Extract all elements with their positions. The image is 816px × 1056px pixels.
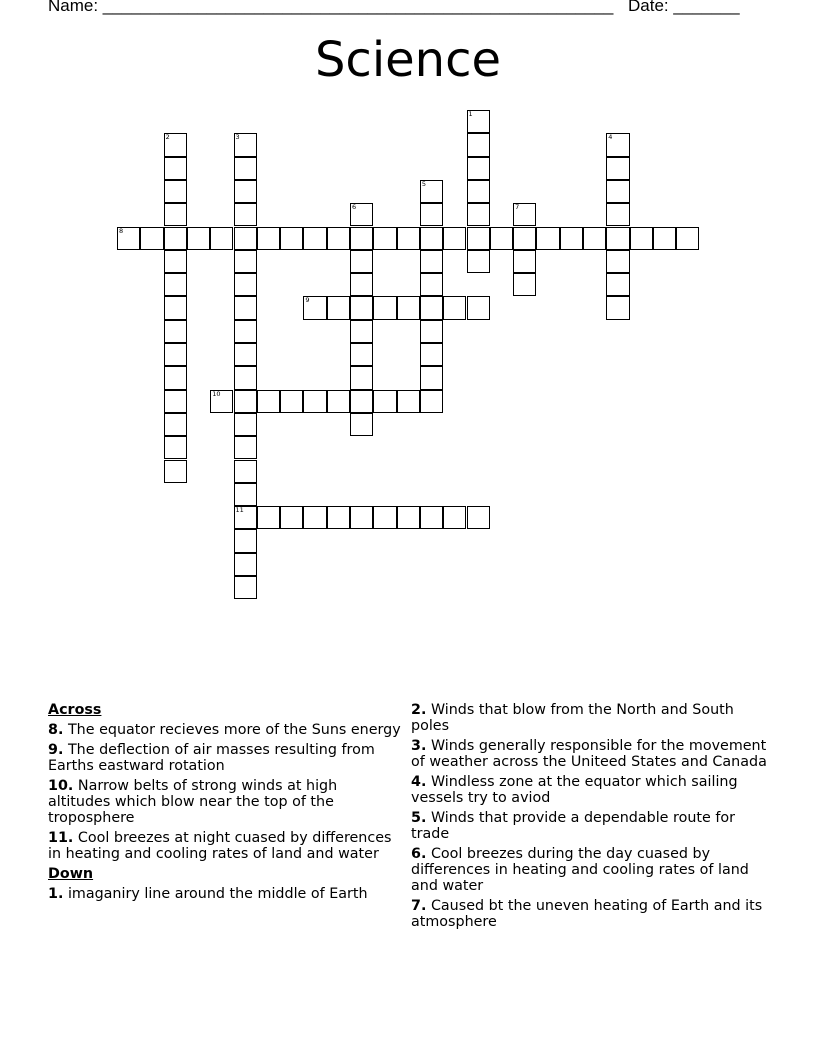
grid-cell[interactable]: [303, 227, 326, 250]
grid-cell[interactable]: [420, 180, 443, 203]
cell-number: 6: [352, 203, 357, 212]
clue-across-10: [48, 778, 404, 826]
grid-cell[interactable]: [210, 390, 233, 413]
grid-cell[interactable]: [373, 390, 396, 413]
grid-cell[interactable]: [653, 227, 676, 250]
grid-cell[interactable]: [443, 296, 466, 319]
grid-cell[interactable]: [397, 390, 420, 413]
clue-text: Winds generally responsible for the movement of weather across the Uniteed States and Canada: [411, 738, 767, 770]
grid-cell[interactable]: [234, 483, 257, 506]
grid-cell[interactable]: [443, 227, 466, 250]
grid-cell[interactable]: [467, 506, 490, 529]
grid-cell[interactable]: [234, 529, 257, 552]
grid-cell[interactable]: [234, 157, 257, 180]
grid-cell[interactable]: [164, 157, 187, 180]
grid-cell[interactable]: [234, 133, 257, 156]
grid-cell[interactable]: [164, 203, 187, 226]
grid-cell[interactable]: [467, 157, 490, 180]
grid-cell[interactable]: [164, 133, 187, 156]
clue-down-3: [411, 738, 771, 770]
clue-text: Winds that provide a dependable route for trade: [411, 810, 735, 842]
clue-down-2: [411, 702, 771, 734]
clue-text: Cool breezes during the day cuased by differences in heating and cooling rates of land and water: [411, 846, 749, 894]
clue-text: The deflection of air masses resulting from Earths eastward rotation: [48, 742, 375, 774]
grid-cell[interactable]: [397, 506, 420, 529]
across-heading: Across: [48, 702, 102, 718]
grid-cell[interactable]: [606, 250, 629, 273]
grid-cell[interactable]: [467, 110, 490, 133]
clue-text: Caused bt the uneven heating of Earth and its atmosphere: [411, 898, 763, 930]
grid-cell[interactable]: [560, 227, 583, 250]
grid-cell[interactable]: [467, 203, 490, 226]
clue-number: 6.: [411, 846, 427, 862]
clue-number: 11.: [48, 830, 74, 846]
grid-cell[interactable]: [350, 413, 373, 436]
grid-cell[interactable]: [234, 506, 257, 529]
grid-cell[interactable]: [187, 227, 210, 250]
grid-cell[interactable]: [513, 203, 536, 226]
grid-cell[interactable]: [467, 296, 490, 319]
grid-cell[interactable]: [234, 273, 257, 296]
grid-cell[interactable]: [210, 227, 233, 250]
clue-text: imaganiry line around the middle of Earth: [67, 886, 368, 902]
clues-right-column: [411, 702, 771, 934]
clue-text: Narrow belts of strong winds at high altitudes which blow near the top of the troposphere: [48, 778, 338, 826]
grid-cell[interactable]: [164, 227, 187, 250]
grid-cell[interactable]: [350, 320, 373, 343]
clue-number: 1.: [48, 886, 64, 902]
page-title: Science: [314, 32, 502, 88]
clue-across-9: [48, 742, 404, 774]
clue-text: The equator recieves more of the Suns energy: [67, 722, 401, 738]
grid-cell[interactable]: [164, 296, 187, 319]
cell-number: 3: [235, 133, 240, 142]
grid-cell[interactable]: [234, 320, 257, 343]
grid-cell[interactable]: [234, 227, 257, 250]
clue-down-5: [411, 810, 771, 842]
grid-cell[interactable]: [164, 343, 187, 366]
grid-cell[interactable]: [420, 366, 443, 389]
grid-cell[interactable]: [397, 296, 420, 319]
grid-cell[interactable]: [234, 343, 257, 366]
grid-cell[interactable]: [467, 133, 490, 156]
grid-cell[interactable]: [606, 157, 629, 180]
grid-cell[interactable]: [373, 296, 396, 319]
grid-cell[interactable]: [257, 390, 280, 413]
clue-text: Cool breezes at night cuased by differences in heating and cooling rates of land and water: [48, 830, 392, 862]
grid-cell[interactable]: [164, 180, 187, 203]
cell-number: 10: [212, 389, 221, 398]
clue-number: 4.: [411, 774, 427, 790]
grid-cell[interactable]: [234, 460, 257, 483]
grid-cell[interactable]: [164, 273, 187, 296]
grid-cell[interactable]: [280, 506, 303, 529]
grid-cell[interactable]: [583, 227, 606, 250]
cell-number: 8: [119, 226, 124, 235]
grid-cell[interactable]: [257, 506, 280, 529]
grid-cell[interactable]: [467, 227, 490, 250]
grid-cell[interactable]: [420, 296, 443, 319]
grid-cell[interactable]: [164, 390, 187, 413]
clue-across-11: [48, 830, 404, 862]
grid-cell[interactable]: [350, 506, 373, 529]
grid-cell[interactable]: [303, 296, 326, 319]
grid-cell[interactable]: [420, 250, 443, 273]
grid-cell[interactable]: [303, 506, 326, 529]
clue-down-7: [411, 898, 771, 930]
grid-cell[interactable]: [350, 273, 373, 296]
cell-number: 4: [608, 133, 613, 142]
grid-cell[interactable]: [234, 553, 257, 576]
grid-cell[interactable]: [280, 227, 303, 250]
grid-cell[interactable]: [443, 506, 466, 529]
grid-cell[interactable]: [164, 320, 187, 343]
grid-cell[interactable]: [420, 227, 443, 250]
grid-cell[interactable]: [280, 390, 303, 413]
grid-cell[interactable]: [606, 203, 629, 226]
grid-cell[interactable]: [373, 227, 396, 250]
grid-cell[interactable]: [373, 506, 396, 529]
grid-cell[interactable]: [350, 390, 373, 413]
grid-cell[interactable]: [420, 320, 443, 343]
grid-cell[interactable]: [303, 390, 326, 413]
grid-cell[interactable]: [117, 227, 140, 250]
clue-number: 2.: [411, 702, 427, 718]
grid-cell[interactable]: [234, 296, 257, 319]
grid-cell[interactable]: [467, 250, 490, 273]
clue-down-6: [411, 846, 771, 894]
cell-number: 11: [235, 506, 244, 515]
grid-cell[interactable]: [257, 227, 280, 250]
grid-cell[interactable]: [164, 366, 187, 389]
grid-cell[interactable]: [513, 227, 536, 250]
grid-cell[interactable]: [467, 180, 490, 203]
cell-number: 9: [305, 296, 310, 305]
grid-cell[interactable]: [420, 343, 443, 366]
grid-cell[interactable]: [420, 506, 443, 529]
grid-cell[interactable]: [630, 227, 653, 250]
clue-down-4: [411, 774, 771, 806]
grid-cell[interactable]: [606, 133, 629, 156]
grid-cell[interactable]: [327, 506, 350, 529]
cell-number: 5: [421, 179, 427, 188]
grid-cell[interactable]: [234, 390, 257, 413]
grid-cell[interactable]: [234, 203, 257, 226]
grid-cell[interactable]: [350, 227, 373, 250]
grid-cell[interactable]: [606, 180, 629, 203]
down-heading: Down: [48, 866, 94, 882]
cell-number: 2: [165, 133, 170, 142]
cell-number: 1: [468, 110, 473, 118]
clue-number: 8.: [48, 722, 64, 738]
grid-cell[interactable]: [234, 436, 257, 459]
grid-cell[interactable]: [164, 413, 187, 436]
grid-cell[interactable]: [350, 343, 373, 366]
grid-cell[interactable]: [234, 413, 257, 436]
clue-number: 7.: [411, 898, 427, 914]
grid-cell[interactable]: [164, 460, 187, 483]
grid-cell[interactable]: [234, 366, 257, 389]
grid-cell[interactable]: [606, 273, 629, 296]
clue-number: 3.: [411, 738, 427, 754]
grid-cell[interactable]: [420, 273, 443, 296]
header: [48, 0, 740, 16]
clue-number: 5.: [411, 810, 427, 826]
grid-cell[interactable]: [513, 250, 536, 273]
grid-cell[interactable]: [164, 250, 187, 273]
grid-cell[interactable]: [536, 227, 559, 250]
clue-text: Winds that blow from the North and South poles: [411, 702, 734, 734]
grid-cell[interactable]: [350, 296, 373, 319]
grid-cell[interactable]: [327, 227, 350, 250]
grid-cell[interactable]: [513, 273, 536, 296]
grid-cell[interactable]: [327, 390, 350, 413]
grid-cell[interactable]: [234, 576, 257, 599]
clue-number: 10.: [48, 778, 74, 794]
clue-number: 9.: [48, 742, 64, 758]
grid-cell[interactable]: [234, 250, 257, 273]
grid-cell[interactable]: [420, 203, 443, 226]
clue-across-8: [48, 722, 404, 738]
name-field[interactable]: Name: ______________________________________________________: [48, 0, 614, 15]
grid-cell[interactable]: [327, 296, 350, 319]
grid-cell[interactable]: [350, 203, 373, 226]
grid-cell[interactable]: [140, 227, 163, 250]
grid-cell[interactable]: [490, 227, 513, 250]
grid-cell[interactable]: [420, 390, 443, 413]
grid-cell[interactable]: [676, 227, 699, 250]
grid-cell[interactable]: [606, 227, 629, 250]
clue-text: Windless zone at the equator which sailing vessels try to aviod: [411, 774, 738, 806]
grid-cell[interactable]: [397, 227, 420, 250]
cell-number: 7: [515, 203, 520, 212]
clue-down-1: [48, 886, 404, 902]
grid-cell[interactable]: [350, 366, 373, 389]
grid-cell[interactable]: [606, 296, 629, 319]
grid-cell[interactable]: [234, 180, 257, 203]
date-field[interactable]: Date: _______: [628, 0, 740, 15]
grid-cell[interactable]: [164, 436, 187, 459]
grid-cell[interactable]: [350, 250, 373, 273]
clues-left-column: [48, 702, 404, 906]
